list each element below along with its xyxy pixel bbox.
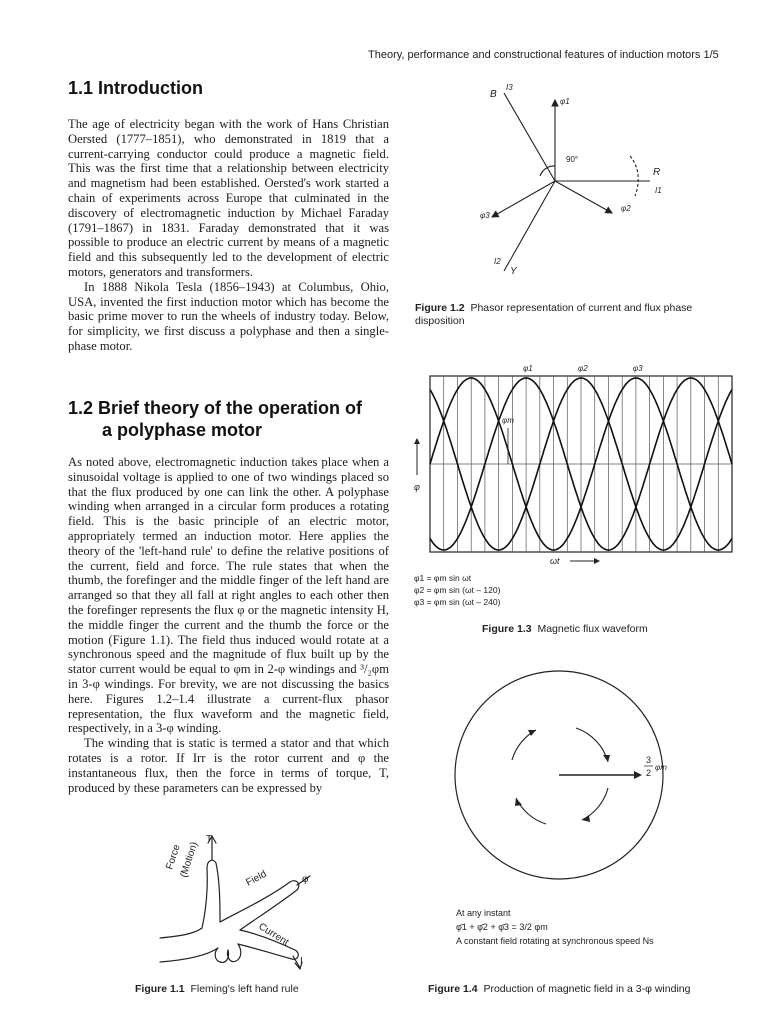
label-I3: I3 bbox=[506, 83, 513, 92]
label-I2: I2 bbox=[494, 257, 501, 266]
figure-1-1-caption bbox=[135, 983, 299, 996]
figure-1-1-label: Figure 1.1 bbox=[135, 983, 185, 995]
running-header: Theory, performance and constructional features of induction motors 1/5 bbox=[368, 49, 719, 61]
label-B: B bbox=[490, 89, 497, 100]
note-line-3: A constant field rotating at synchronous speed Ns bbox=[456, 936, 654, 946]
figure-1-1-hand-diagram bbox=[150, 830, 350, 970]
figure-1-3-caption bbox=[482, 623, 648, 636]
label-Y: Y bbox=[510, 266, 517, 277]
label-I1: I1 bbox=[655, 186, 662, 195]
figure-1-2-label: Figure 1.2 bbox=[415, 302, 465, 314]
label-phi3: φ3 bbox=[480, 211, 490, 220]
peak-label-3: φ3 bbox=[632, 364, 643, 373]
note-fraction-num: 3 bbox=[519, 922, 525, 932]
rotation-arcs bbox=[512, 728, 608, 824]
note-line-2-rhs: φm bbox=[534, 922, 548, 932]
peak-label-1: φ1 bbox=[523, 364, 533, 373]
little-finger-outline bbox=[215, 948, 228, 962]
equation-phi2: φ2 = φm sin (ωt – 120) bbox=[414, 585, 501, 595]
figure-1-4-caption bbox=[428, 983, 690, 996]
theory-paragraph-1: As noted above, electromagnetic induction takes place when a sinusoidal voltage is applied to one of two windings placed so that the flux produced by one can link the other. A polyphase winding when arranged in a circular form produces a rotating field. This is the basic principle of an electric motor, appropriately termed an induction motor. Here applies the theory of the 'left-hand rule' to define the relative positions of the current, field and force. The rule states that when the thumb, the forefinger and the middle finger of the left hand are arranged so that they all fall at right angles to each other then the forefinger represents the flux φ or the magnetic intensity H, the middle finger the current and the thumb the force or the motion (Figure 1.1). The field thus induced would rotate at a synchronous speed and the magnitude of flux built up by the stator current would be equal to φm in 2-φ windings and ³/₂φm in 3-φ windings. For brevity, we are not discussing the basics here. Figures 1.2–1.4 illustrate a current-flux phasor representation, the flux waveform and the magnetic field, respectively, in a 3-φ winding. bbox=[68, 455, 389, 736]
label-phi2: φ2 bbox=[621, 204, 631, 213]
wrist-bottom-outline bbox=[160, 948, 218, 962]
angle-arc bbox=[540, 166, 555, 176]
figure-1-4-note bbox=[456, 906, 654, 948]
radius-denominator: 2 bbox=[646, 768, 652, 778]
label-I: I bbox=[300, 956, 303, 967]
note-fraction-den: 2 bbox=[526, 922, 532, 932]
rotation-arrowheads bbox=[515, 730, 610, 822]
figure-1-3-equations bbox=[414, 572, 500, 608]
amplitude-label: φm bbox=[502, 416, 514, 425]
label-R: R bbox=[653, 167, 661, 178]
label-T: T bbox=[206, 834, 213, 845]
label-phi1: φ1 bbox=[560, 97, 570, 106]
section-1-1-body bbox=[68, 117, 389, 354]
x-axis-arrowhead bbox=[594, 558, 600, 564]
theory-paragraph-2: The winding that is static is termed a stator and that which rotates is a rotor. If Irr is the rotor current and φ the instantaneous flux, then the force in terms of torque, T, produced by these parameters can be expressed by bbox=[68, 736, 389, 795]
y-axis-label: φ bbox=[414, 482, 420, 492]
y-axis-arrowhead bbox=[414, 438, 420, 444]
label-current: Current bbox=[256, 921, 291, 949]
rotation-arc bbox=[630, 156, 638, 196]
figure-1-4-label: Figure 1.4 bbox=[428, 983, 478, 995]
figure-1-3-text: Magnetic flux waveform bbox=[537, 623, 648, 635]
note-line-2-lhs: φ̄1 + φ̄2 + φ̄3 = bbox=[456, 922, 517, 932]
figure-1-1-text: Fleming's left hand rule bbox=[190, 983, 299, 995]
peak-label-2: φ2 bbox=[578, 364, 588, 373]
section-1-2-heading-line2: a polyphase motor bbox=[102, 420, 263, 440]
ring-finger-outline bbox=[227, 944, 240, 962]
thumb-outline bbox=[202, 860, 220, 928]
section-1-2-heading-line1: 1.2 Brief theory of the operation of bbox=[68, 398, 363, 418]
wrist-top-outline bbox=[160, 928, 202, 938]
figure-1-4-rotating-field bbox=[450, 666, 670, 886]
equation-phi3: φ3 = φm sin (ωt – 240) bbox=[414, 597, 501, 607]
radius-numerator: 3 bbox=[646, 755, 652, 765]
figure-1-4-text: Production of magnetic field in a 3-φ winding bbox=[483, 983, 691, 995]
label-force: Force bbox=[164, 843, 183, 871]
section-1-2-body bbox=[68, 455, 389, 795]
chart-gridlines bbox=[430, 376, 732, 552]
field-vector-arrowhead bbox=[634, 771, 642, 779]
figure-1-3-waveform-chart bbox=[410, 360, 740, 570]
note-line-1: At any instant bbox=[456, 908, 511, 918]
equation-phi1: φ1 = φm sin ωt bbox=[414, 573, 472, 583]
label-phi: φ bbox=[302, 874, 309, 885]
figure-1-2-phasor-diagram bbox=[470, 78, 690, 288]
index-finger-outline bbox=[220, 881, 299, 930]
phasor-phi2 bbox=[555, 181, 612, 213]
intro-paragraph-2: In 1888 Nikola Tesla (1856–1943) at Columbus, Ohio, USA, invented the first induction motor which has become the basic prime mover to run the wheels of industry today. Below, for simplicity, we first discuss a polyphase and then a single-phase motor. bbox=[68, 279, 389, 353]
note-fraction: 3/2 bbox=[519, 922, 532, 932]
section-1-2-heading bbox=[68, 397, 362, 441]
phasor-phi3 bbox=[492, 181, 555, 217]
intro-paragraph-1: The age of electricity began with the work of Hans Christian Oersted (1777–1851), who demonstrated in 1819 that a current-carrying conductor could produce a magnetic field. This was the first time that a relationship between electricity and magnetism had been established. Oersted's work started a chain of experiments across Europe that culminated in the discovery of electromagnetic induction by Michael Faraday (1791–1867) in 1831. Faraday demonstrated that it was possible to produce an electric current by means of a magnetic field and this subsequently led to the development of electric motors, generators and transformers. bbox=[68, 117, 389, 279]
figure-1-3-label: Figure 1.3 bbox=[482, 623, 532, 635]
label-90deg: 90° bbox=[566, 155, 579, 164]
section-1-1-heading: 1.1 Introduction bbox=[68, 78, 203, 98]
chart-peak-labels bbox=[523, 364, 643, 373]
label-field: Field bbox=[244, 868, 269, 889]
label-motion: (Motion) bbox=[178, 840, 201, 879]
figure-1-2-caption bbox=[415, 302, 740, 328]
current-axis bbox=[293, 956, 300, 968]
x-axis-label: ωt bbox=[550, 556, 560, 566]
note-line-2 bbox=[456, 920, 654, 934]
phasor-I2 bbox=[504, 181, 555, 271]
radius-symbol: φm bbox=[655, 763, 667, 772]
figure-1-2-text: Phasor representation of current and flux phase disposition bbox=[415, 302, 693, 327]
